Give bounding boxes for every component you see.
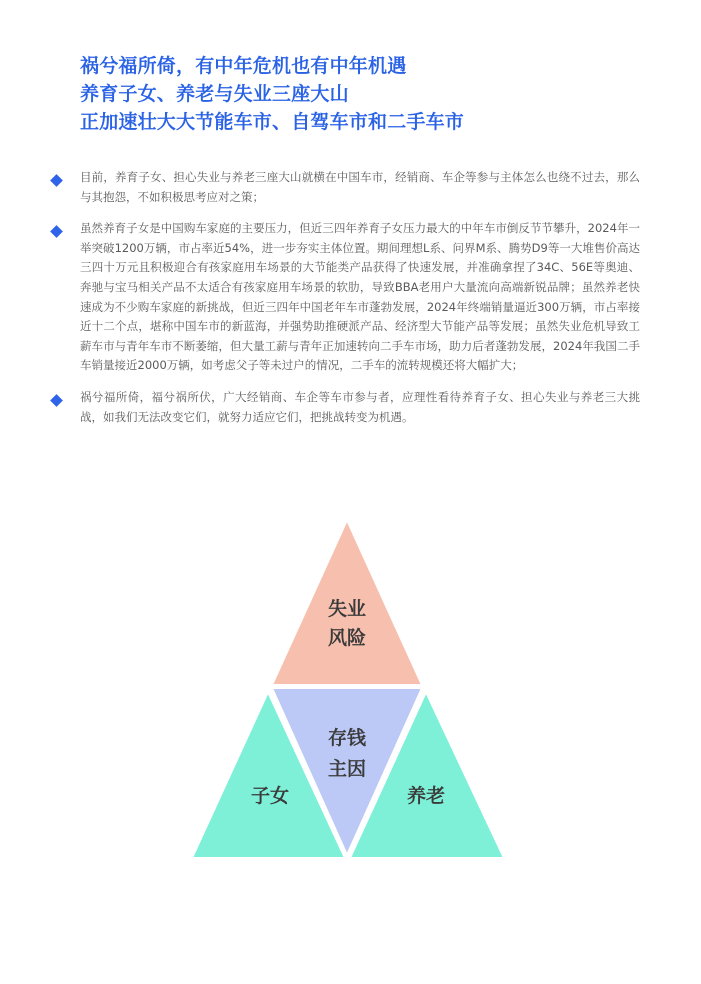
left-label: 子女 xyxy=(250,785,290,807)
center-label-line-1: 存钱 xyxy=(327,727,367,749)
bullet-text: 目前，养育子女、担心失业与养老三座大山就横在中国车市，经销商、车企等参与主体怎么也绕不过去，那么与其抱怨，不如积极思考应对之策； xyxy=(80,170,640,204)
center-label-line-2: 主因 xyxy=(327,758,367,780)
right-label: 养老 xyxy=(406,785,446,807)
diamond-bullet-icon xyxy=(50,174,63,187)
bullet-item xyxy=(50,219,640,376)
headline xyxy=(80,52,680,136)
headline-line-2: 养育子女、养老与失业三座大山 xyxy=(80,83,349,105)
bullet-item xyxy=(50,168,640,207)
bullet-text: 祸兮福所倚，福兮祸所伏，广大经销商、车企等车市参与者，应理性看待养育子女、担心失业与养老三大挑战，如我们无法改变它们，就努力适应它们，把挑战转变为机遇。 xyxy=(80,389,640,424)
diamond-bullet-icon xyxy=(50,225,63,238)
headline-line-3: 正加速壮大大节能车市、自驾车市和二手车市 xyxy=(80,111,465,133)
headline-line-1: 祸兮福所倚，有中年危机也有中年机遇 xyxy=(80,55,407,77)
bullet-item xyxy=(50,388,640,427)
top-label-line-2: 风险 xyxy=(327,627,367,649)
diamond-bullet-icon xyxy=(50,394,63,407)
bullet-text: 虽然养育子女是中国购车家庭的主要压力，但近三四年养育子女压力最大的中年车市倒反节节攀升，2024年一举突破1200万辆，市占率近54%，进一步夯实主体位置。期间理想L系、问界M系、腾势D9等一大堆售价高达三四十万元且积极迎合有孩家庭用车场景的大节能类产品获得了快速发展，并准确拿捏了34C、56E等奥迪、奔驰与宝马相关产品不太适合有孩家庭用车场景的软肋，导致BBA老用户大量流向高端新锐品牌；虽然养老快速成为不少购车家庭的新挑战，但近三四年中国老年车市蓬勃发展，2024年终端销量逼近300万辆，市占率接近十二个点，堪称中国车市的新蓝海，并强势助推硬派产品、经济型大节能产品等发展；虽然失业危机导致工薪车市与青年车市不断萎缩，但大量工薪与青年正加速转向二手车市场，助力后者蓬勃发展，2024年我国二手车销量接近2000万辆，如考虑父子等未过户的情况，二手车的流转规模还将大幅扩大； xyxy=(80,221,640,373)
top-label-line-1: 失业 xyxy=(327,598,367,620)
bullet-list xyxy=(50,168,640,439)
triangle-diagram xyxy=(190,520,510,865)
